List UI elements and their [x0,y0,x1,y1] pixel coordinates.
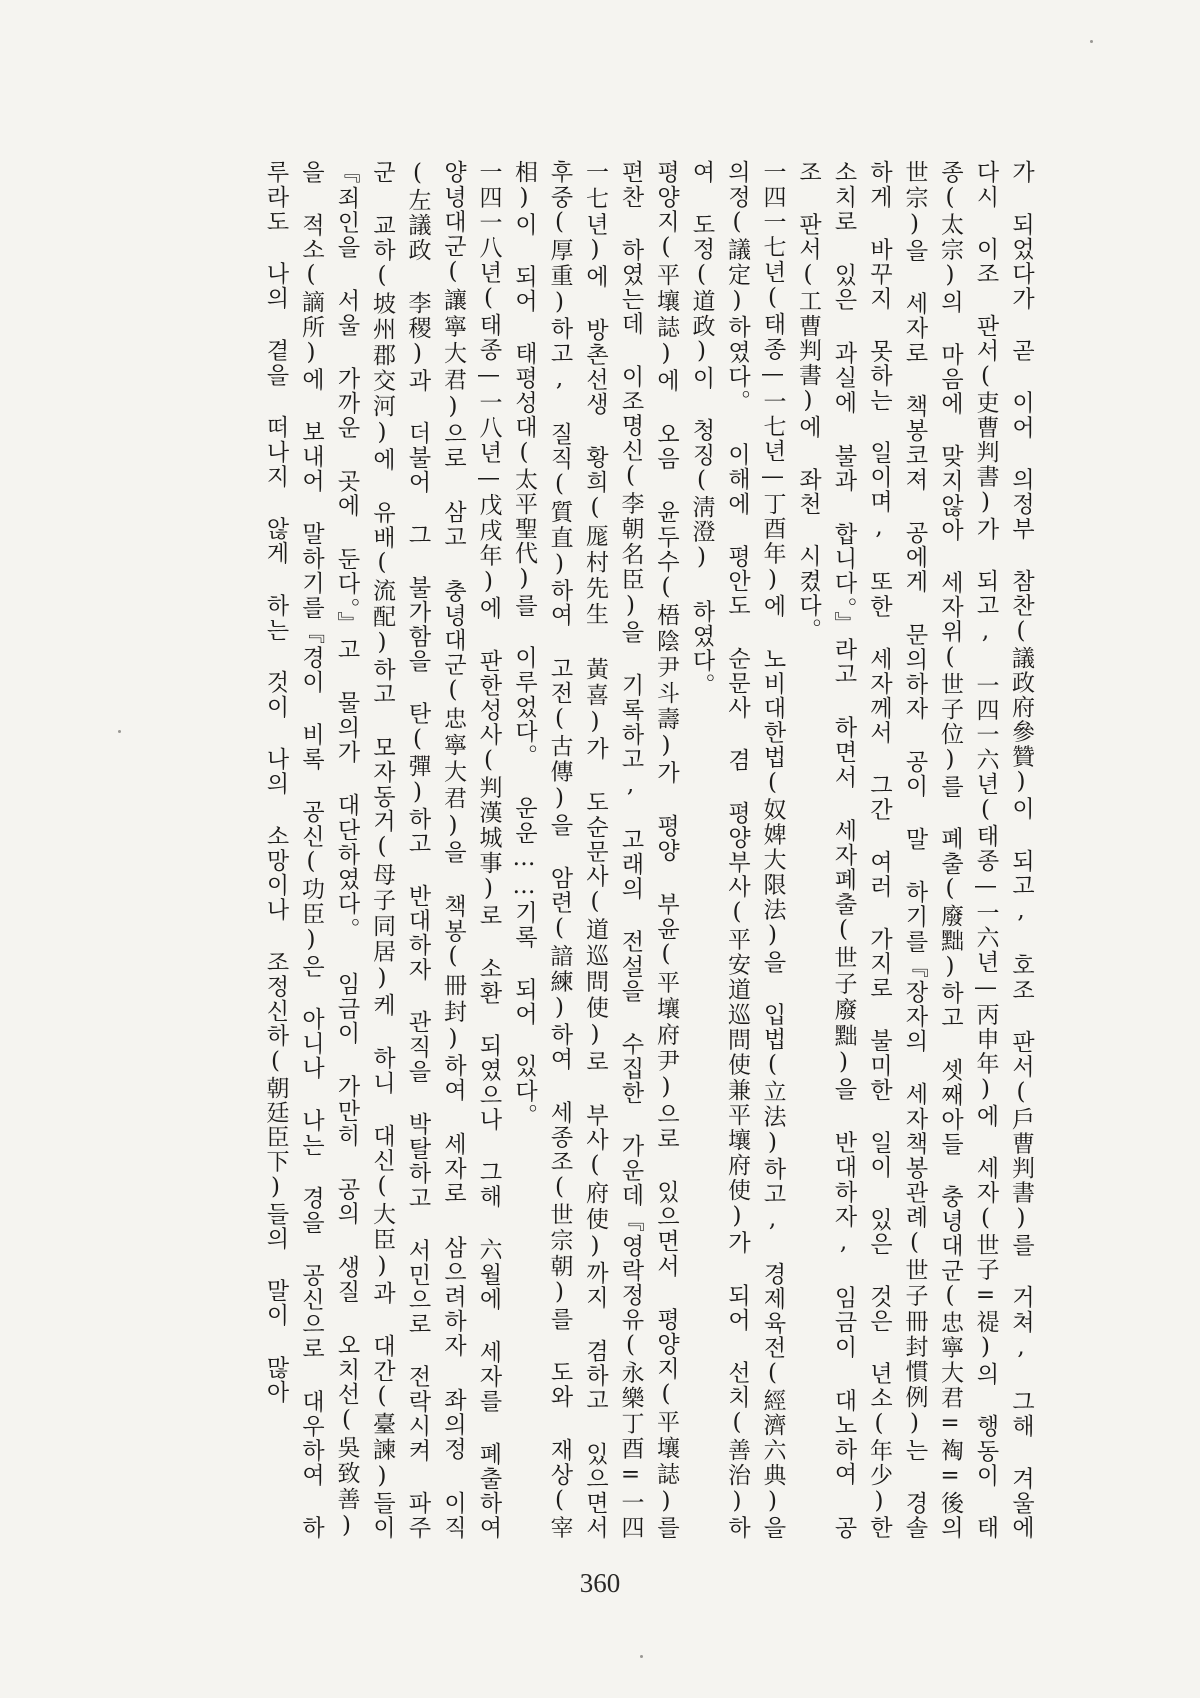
scan-speck [1090,40,1093,43]
paragraph-1: 가 되었다가 곧 이어 의정부 참찬(議政府參贊)이 되고, 호조 판서(戶曹判書)를 거쳐, 그해 겨울에 다시 이조 판서(吏曹判書)가 되고, 一四一六년(태종—一六년—丙申年)에 세자(世子=禔)의 행동이 태종(太宗)의 마음에 맞지않아 세자위(世子位)를 폐출(廢黜)하고 셋째아들 충녕대군(忠寧大君=裪=後의 世宗)을 세자로 책봉코져 공에게 문의하자 공이 말 하기를『장자의 세자책봉관례(世子冊封慣例)는 경솔하게 바꾸지 못하는 일이며, 또한 세자께서 그간 여러 가지로 불미한 일이 있은 것은 년소(年少)한 소치로 있은 과실에 불과 합니다。』라고 하면서 세자폐출(世子廢黜)을 반대하자, 임금이 대노하여 공조 판서(工曹判書)에 좌천 시켰다。 [795,160,1034,1540]
paragraph-3: 평양지(平壤誌)에 오음 윤두수(梧陰尹斗壽)가 평양 부윤(平壤府尹)으로 있으면서 평양지(平壤誌)를 편찬 하였는데 이조명신(李朝名臣)을 기록하고, 고래의 전설을 수집한 가운데『영락정유(永樂丁酉=一四一七년)에 방촌선생 황희(厖村先生 黃喜)가 도순문사(道巡問使)로 부사(府使)까지 겸하고 있으면서 후중(厚重)하고, 질직(質直)하여 고전(古傳)을 암련(諳練)하여 세종조(世宗朝)를 도와 재상(宰相)이 되어 태평성대(太平聖代)를 이루었다。 운운……기록 되어 있다。 [511,160,679,1540]
scan-speck [118,730,121,733]
paragraph-4: 一四一八년(태종—一八년—戊戌年)에 판한성사(判漢城事)로 소환 되였으나 그해 六월에 세자를 폐출하여 양녕대군(讓寧大君)으로 삼고 충녕대군(忠寧大君)을 책봉(冊封)하여 세자로 삼으려하자 좌의정 이직(左議政 李稷)과 더불어 그 불가함을 탄(彈)하고 반대하자 관직을 박탈하고 서민으로 전락시켜 파주군 교하(坡州郡交河)에 유배(流配)하고 모자동거(母子同居)케 하니 대신(大臣)과 대간(臺諫)들이『죄인을 서울 가까운 곳에 둔다。』고 물의가 대단하였다。 임금이 가만히 공의 생질 오치선(吳致善)을 적소(謫所)에 보내어 말하기를『경이 비록 공신(功臣)은 아니나 나는 경을 공신으로 대우하여 하루라도 나의 곁을 떠나지 않게 하는 것이 나의 소망이나 조정신하(朝廷臣下)들의 말이 많아 [262,160,502,1540]
paragraph-2: 一四一七년(태종—一七년—丁酉年)에 노비대한법(奴婢大限法)을 입법(立法)하고, 경제육전(經濟六典)을 의정(議定)하였다。 이해에 평안도 순문사 겸 평양부사(平安道巡問使兼平壤府使)가 되어 선치(善治)하여 도정(道政)이 청징(淸澄) 하였다。 [688,160,786,1540]
scan-speck [640,1655,643,1658]
page-number: 360 [579,1568,621,1598]
vertical-text-block [208,160,1038,1540]
